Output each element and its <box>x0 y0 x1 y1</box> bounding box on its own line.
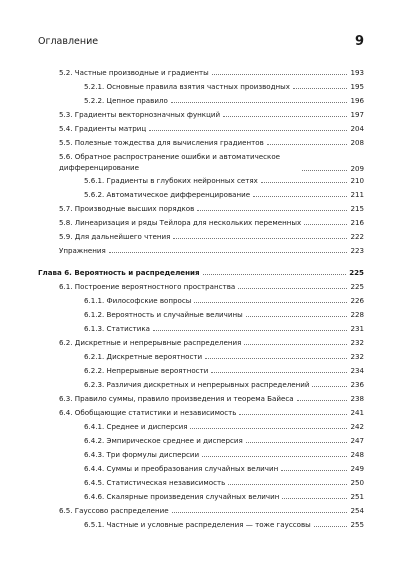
toc-entry-subsection[interactable]: 6.1.2. Вероятность и случайные величины 228 <box>84 310 364 319</box>
toc-entry-subsection[interactable]: 6.2.2. Непрерывные вероятности 234 <box>84 366 364 375</box>
toc-entry-section[interactable]: 5.6. Обратное распространение ошибки и автоматическое дифференцирование 209 <box>59 152 364 173</box>
toc-entry-subsection[interactable]: 5.2.1. Основные правила взятия частных производных 195 <box>84 82 364 91</box>
toc-entry-subsection[interactable]: 5.6.1. Градиенты в глубоких нейронных сетях 210 <box>84 176 364 185</box>
toc-entry-subsection[interactable]: 6.4.2. Эмпирическое среднее и дисперсия 247 <box>84 436 364 445</box>
toc-entry-section[interactable]: 5.3. Градиенты векторнозначных функций 197 <box>59 110 364 119</box>
toc-entry-section[interactable]: 5.2. Частные производные и градиенты 193 <box>59 68 364 77</box>
page-number: 9 <box>354 34 364 49</box>
toc-entry-section[interactable]: 5.5. Полезные тождества для вычисления градиентов 208 <box>59 138 364 147</box>
toc-entry-subsection[interactable]: 6.1.3. Статистика 231 <box>84 324 364 333</box>
running-title: Оглавление <box>38 36 99 47</box>
toc-entry-subsection[interactable]: 5.6.2. Автоматическое дифференцирование 211 <box>84 190 364 199</box>
toc-entry-subsection[interactable]: 5.2.2. Цепное правило 196 <box>84 96 364 105</box>
toc-entry-exercises[interactable]: Упражнения 223 <box>59 246 364 255</box>
toc-entry-subsection[interactable]: 6.5.1. Частные и условные распределения — тоже гауссовы 255 <box>84 520 364 529</box>
toc-entry-subsection[interactable]: 6.2.3. Различия дискретных и непрерывных распределений 236 <box>84 380 364 389</box>
toc-entry-subsection[interactable]: 6.4.6. Скалярные произведения случайных величин 251 <box>84 492 364 501</box>
toc-entry-section[interactable]: 6.2. Дискретные и непрерывные распределения 232 <box>59 338 364 347</box>
toc-entry-section[interactable]: 5.8. Линеаризация и ряды Тейлора для нескольких переменных 216 <box>59 218 364 227</box>
toc-entry-subsection[interactable]: 6.1.1. Философские вопросы 226 <box>84 296 364 305</box>
toc-entry-section[interactable]: 5.7. Производные высших порядков 215 <box>59 204 364 213</box>
toc-entry-section[interactable]: 6.5. Гауссово распределение 254 <box>59 506 364 515</box>
toc-entry-section[interactable]: 5.9. Для дальнейшего чтения 222 <box>59 232 364 241</box>
toc-entry-section[interactable]: 5.4. Градиенты матриц 204 <box>59 124 364 133</box>
toc-entry-subsection[interactable]: 6.4.5. Статистическая независимость 250 <box>84 478 364 487</box>
toc-entry-subsection[interactable]: 6.2.1. Дискретные вероятности 232 <box>84 352 364 361</box>
toc-entry-subsection[interactable]: 6.4.1. Среднее и дисперсия 242 <box>84 422 364 431</box>
toc-entry-chapter[interactable]: Глава 6. Вероятность и распределения 225 <box>38 268 364 277</box>
toc-entry-section[interactable]: 6.3. Правило суммы, правило произведения и теорема Байеса 238 <box>59 394 364 403</box>
toc-entry-section[interactable]: 6.1. Построение вероятностного пространства 225 <box>59 282 364 291</box>
page-header <box>38 34 364 50</box>
toc-entry-subsection[interactable]: 6.4.4. Суммы и преобразования случайных величин 249 <box>84 464 364 473</box>
toc-entry-section[interactable]: 6.4. Обобщающие статистики и независимость 241 <box>59 408 364 417</box>
toc-entry-subsection[interactable]: 6.4.3. Три формулы дисперсии 248 <box>84 450 364 459</box>
